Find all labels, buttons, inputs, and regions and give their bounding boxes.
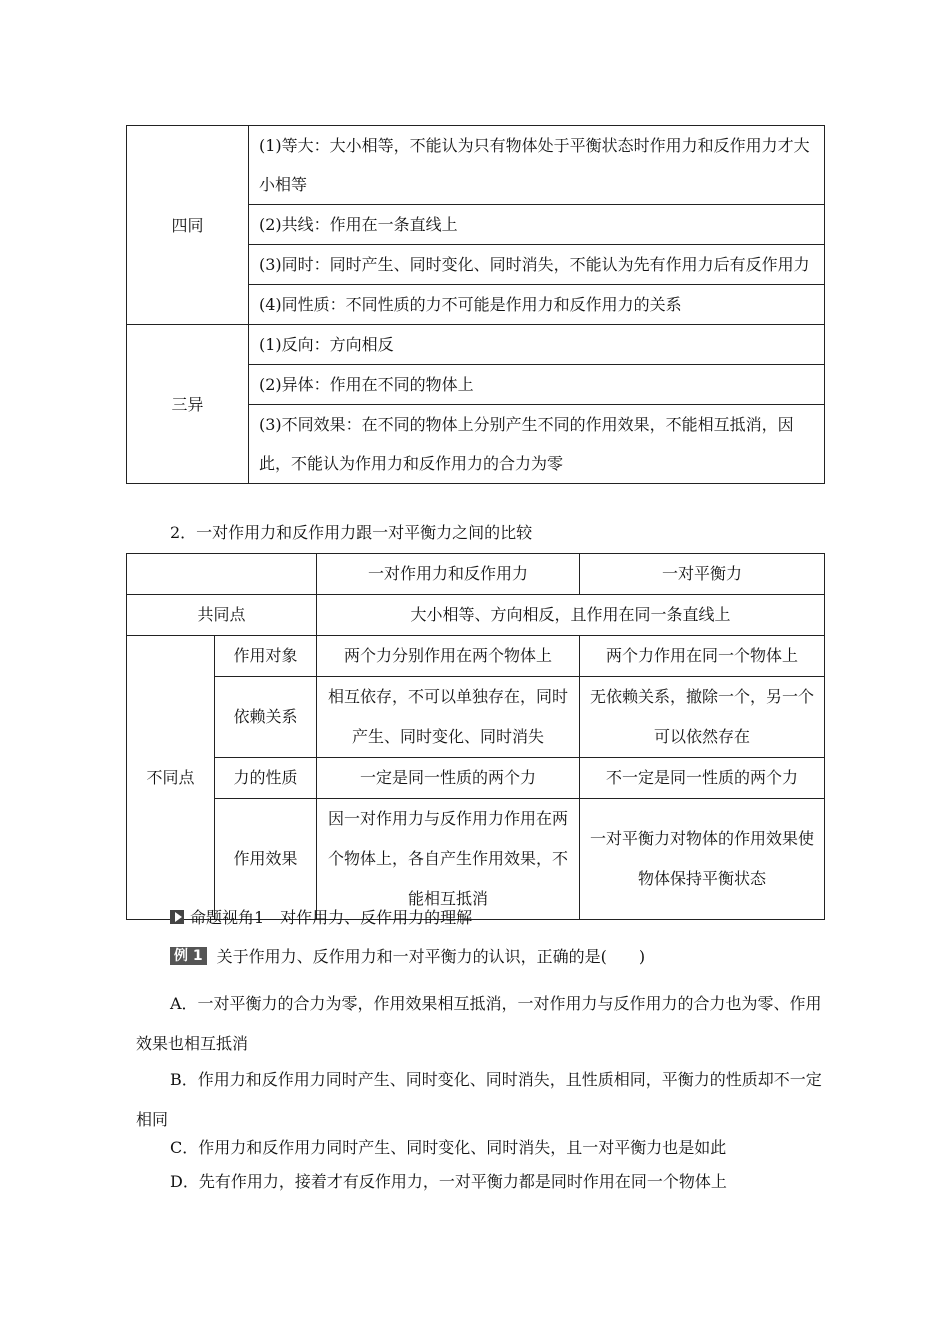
- cell-balance: 无依赖关系，撤除一个，另一个可以依然存在: [580, 677, 825, 758]
- cell-balance: 一对平衡力对物体的作用效果使物体保持平衡状态: [580, 799, 825, 920]
- section-heading: [170, 905, 472, 928]
- play-triangle-icon: [170, 910, 184, 924]
- row-label: 作用对象: [215, 636, 317, 677]
- cell-action-reaction: 相互依存，不可以单独存在，同时产生、同时变化、同时消失: [317, 677, 580, 758]
- four-same-item: (1)等大：大小相等，不能认为只有物体处于平衡状态时作用力和反作用力才大小相等: [249, 126, 825, 205]
- diff-label: 不同点: [127, 636, 215, 920]
- column-header-action-reaction: 一对作用力和反作用力: [317, 554, 580, 595]
- common-label: 共同点: [127, 595, 317, 636]
- example-badge: 例 1: [170, 947, 207, 965]
- option-d: D．先有作用力，接着才有反作用力，一对平衡力都是同时作用在同一个物体上: [170, 1172, 727, 1191]
- question-text: 关于作用力、反作用力和一对平衡力的认识，正确的是( ): [216, 947, 646, 966]
- four-same-item: (2)共线：作用在一条直线上: [249, 205, 825, 245]
- properties-table: [126, 125, 825, 484]
- cell-action-reaction: 两个力分别作用在两个物体上: [317, 636, 580, 677]
- common-text: 大小相等、方向相反，且作用在同一条直线上: [317, 595, 825, 636]
- cell-action-reaction: 一定是同一性质的两个力: [317, 758, 580, 799]
- three-diff-item: (3)不同效果：在不同的物体上分别产生不同的作用效果，不能相互抵消，因此，不能认为作用力和反作用力的合力为零: [249, 405, 825, 484]
- empty-header-cell: [127, 554, 317, 595]
- three-diff-item: (1)反向：方向相反: [249, 325, 825, 365]
- option-a: A．一对平衡力的合力为零，作用效果相互抵消，一对作用力与反作用力的合力也为零、作用效果也相互抵消: [136, 994, 822, 1053]
- row-label: 作用效果: [215, 799, 317, 920]
- cell-action-reaction: 因一对作用力与反作用力作用在两个物体上，各自产生作用效果，不能相互抵消: [317, 799, 580, 920]
- section-label: 命题视角1 对作用力、反作用力的理解: [190, 908, 473, 927]
- comparison-heading: 2．一对作用力和反作用力跟一对平衡力之间的比较: [170, 523, 533, 542]
- cell-balance: 不一定是同一性质的两个力: [580, 758, 825, 799]
- cell-balance: 两个力作用在同一个物体上: [580, 636, 825, 677]
- comparison-table: [126, 553, 825, 920]
- example-question: [170, 944, 645, 967]
- row-label: 依赖关系: [215, 677, 317, 758]
- three-diff-item: (2)异体：作用在不同的物体上: [249, 365, 825, 405]
- row-label: 力的性质: [215, 758, 317, 799]
- option-c: C．作用力和反作用力同时产生、同时变化、同时消失，且一对平衡力也是如此: [170, 1138, 727, 1157]
- four-same-item: (4)同性质：不同性质的力不可能是作用力和反作用力的关系: [249, 285, 825, 325]
- option-b: B．作用力和反作用力同时产生、同时变化、同时消失，且性质相同，平衡力的性质却不一定相同: [136, 1070, 822, 1129]
- four-same-item: (3)同时：同时产生、同时变化、同时消失，不能认为先有作用力后有反作用力: [249, 245, 825, 285]
- column-header-balance: 一对平衡力: [580, 554, 825, 595]
- three-diff-label: 三异: [127, 325, 249, 484]
- four-same-label: 四同: [127, 126, 249, 325]
